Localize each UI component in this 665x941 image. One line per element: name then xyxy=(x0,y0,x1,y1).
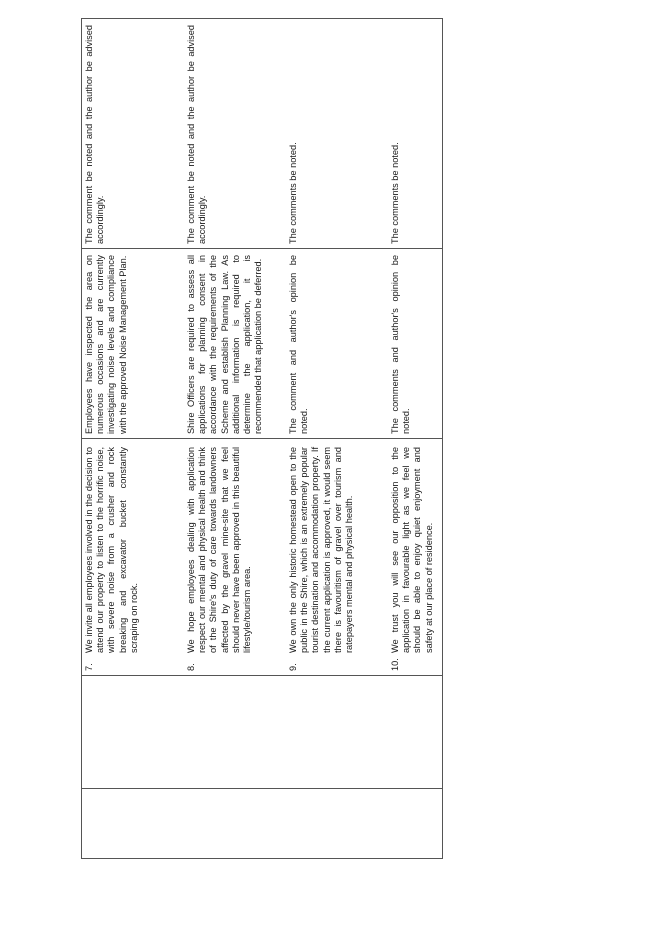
submission-number: 8. xyxy=(186,663,196,671)
recommendation-item xyxy=(184,19,286,248)
response-text: The comments and author's opinion be noted. xyxy=(390,255,412,434)
submission-text: We own the only historic homestead open to the public in the Shire, which is an extremely popular tourist destination and accommodation property. If the current application is approved, it would seem there is favouritism of gravel over tourism and ratepayers mental and physical health. xyxy=(288,447,355,653)
recommendation-item xyxy=(286,19,388,248)
response-column xyxy=(82,249,443,439)
submission-text: We hope employees dealing with application respect our mental and physical health and think of the Shire's duty of care towards landowners affected by the gravel mine-site that we feel should never have been approved in this beautiful lifestyle/tourism area. xyxy=(186,447,253,653)
recommendation-text: The comments be noted. xyxy=(390,142,400,244)
submission-item xyxy=(184,439,286,675)
response-item xyxy=(388,249,442,438)
submission-item xyxy=(286,439,388,675)
submission-number: 10. xyxy=(390,658,400,671)
recommendation-text: The comment be noted and the author be advised accordingly. xyxy=(84,25,106,244)
table-row xyxy=(82,19,443,859)
response-item xyxy=(286,249,388,438)
response-text: The comment and author's opinion be noted. xyxy=(288,255,310,434)
submission-number: 9. xyxy=(288,663,298,671)
recommendation-item xyxy=(388,19,442,248)
empty-column-2 xyxy=(82,676,443,789)
recommendation-item xyxy=(82,19,184,248)
response-item xyxy=(184,249,286,438)
empty-column-1 xyxy=(82,789,443,859)
recommendation-column xyxy=(82,19,443,249)
submission-text: We invite all employees involved in the decision to attend our property to listen to the horrific noise, with severe noise from a crusher and rock breaking and excavator bucket constantly scraping on rock. xyxy=(84,447,139,653)
response-item xyxy=(82,249,184,438)
submission-number: 7. xyxy=(84,663,94,671)
submission-item xyxy=(388,439,442,675)
submission-item xyxy=(82,439,184,675)
response-text: Shire Officers are required to assess all applications for planning consent in accordance with the requirements of the Scheme and establish Planning Law. As additional information is required to determine the application, it is recommended that application be deferred. xyxy=(186,255,264,434)
response-text: Employees have inspected the area on numerous occasions and are currently investigating noise levels and compliance with the approved Noise Management Plan. xyxy=(84,255,128,434)
submission-text: We trust you will see our opposition to the application in favourable light as we feel we should be able to enjoy quiet enjoyment and safety at our place of residence. xyxy=(390,447,434,653)
submissions-table xyxy=(81,18,443,859)
recommendation-text: The comments be noted. xyxy=(288,142,298,244)
recommendation-text: The comment be noted and the author be advised accordingly. xyxy=(186,25,208,244)
rotated-table-container xyxy=(81,19,441,859)
submission-column xyxy=(82,439,443,676)
